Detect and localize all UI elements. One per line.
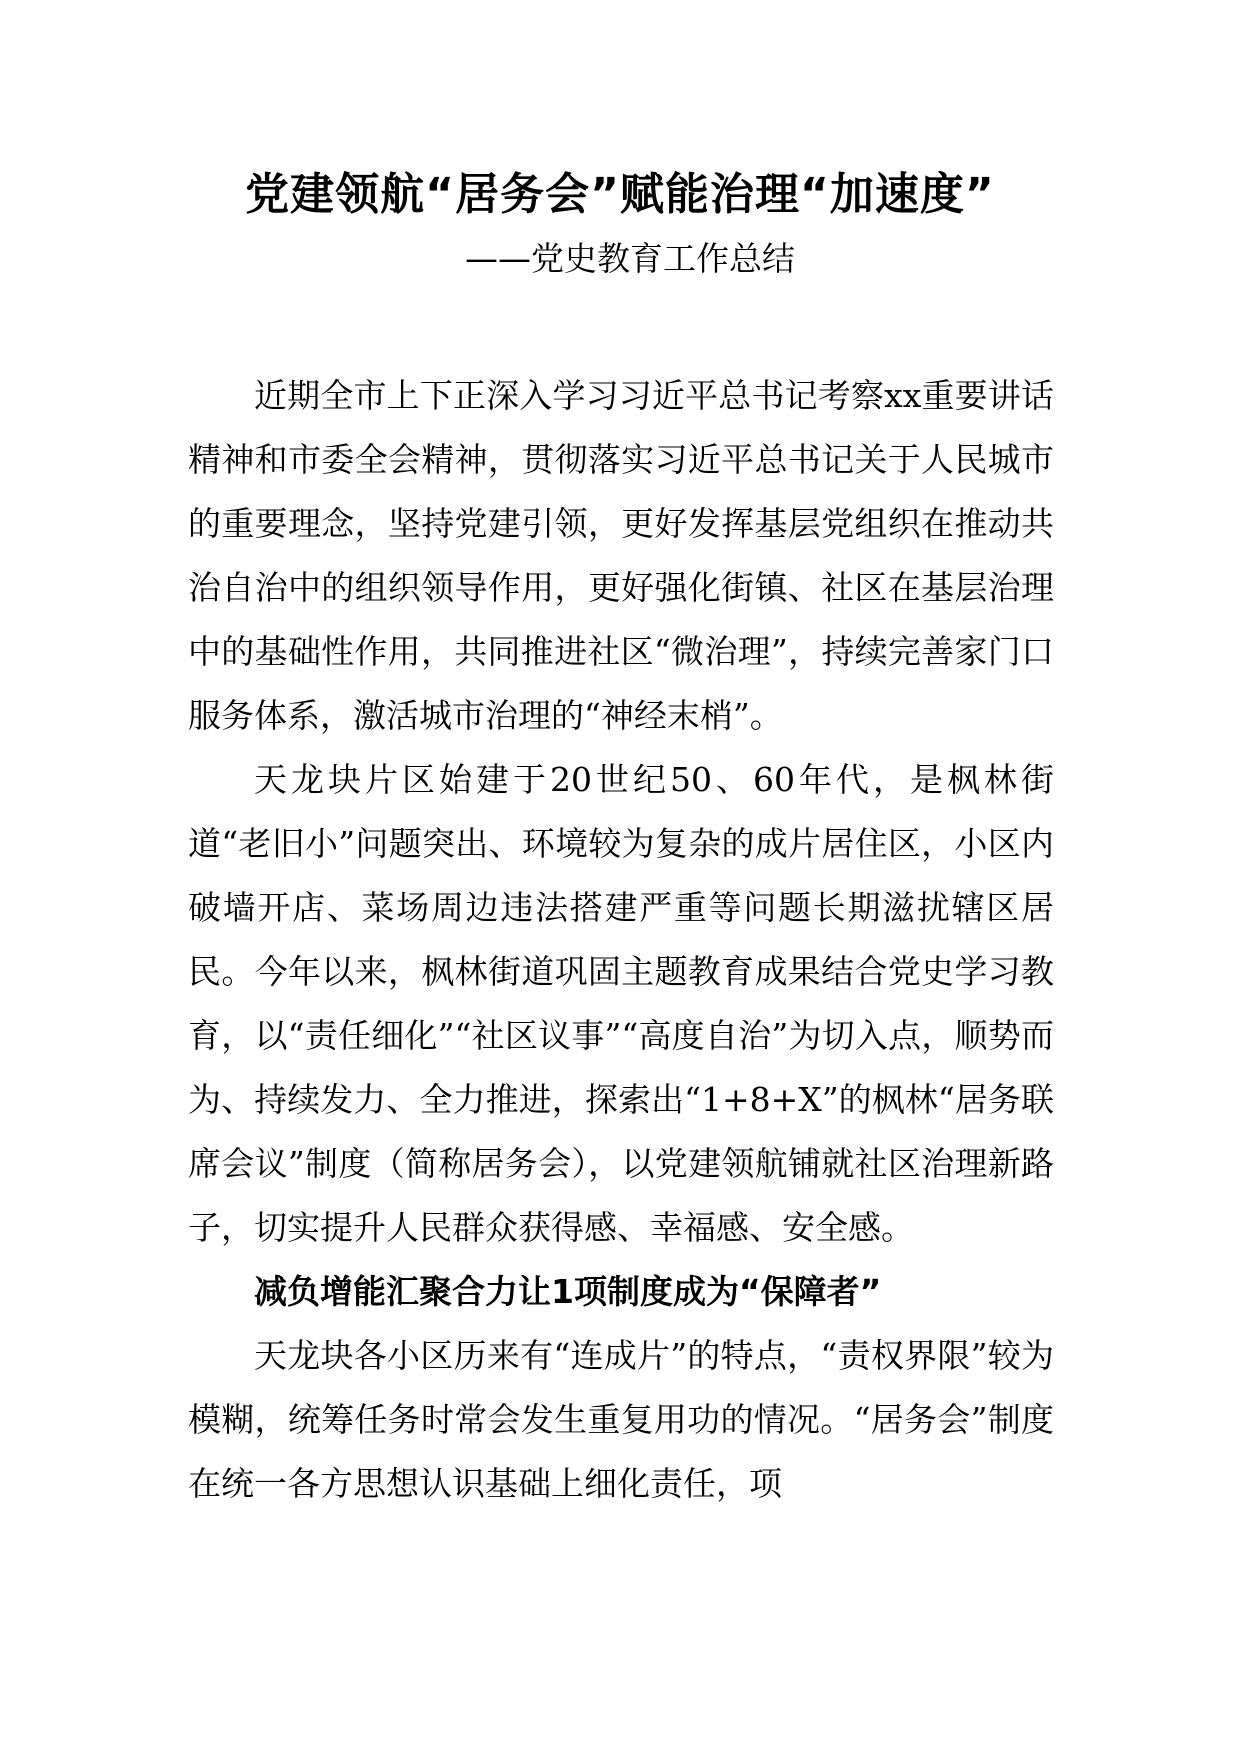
section-heading: 减负增能汇聚合力让1项制度成为“保障者” (254, 1272, 882, 1311)
body-paragraph-1: 近期全市上下正深入学习习近平总书记考察xx重要讲话精神和市委全会精神，贯彻落实习近平总书记关于人民城市的重要理念，坚持党建引领，更好发挥基层党组织在推动共治自治中的组织领导作用，更好强化街镇、社区在基层治理中的基础性作用，共同推进社区“微治理”，持续完善家门口服务体系，激活城市治理的“神经末梢”。 (188, 376, 1054, 735)
document-subtitle: ——党史教育工作总结 (465, 239, 795, 278)
section-paragraph: 天龙块各小区历来有“连成片”的特点，“责权界限”较为模糊，统筹任务时常会发生重复用功的情况。“居务会”制度在统一各方思想认识基础上细化责任，项 (188, 1336, 1054, 1503)
document-title: 党建领航“居务会”赋能治理“加速度” (245, 169, 995, 220)
document-body (188, 364, 1054, 1516)
body-paragraph-2: 天龙块片区始建于20世纪50、60年代，是枫林街道“老旧小”问题突出、环境较为复杂的成片居住区，小区内破墙开店、菜场周边违法搭建严重等问题长期滋扰辖区居民。今年以来，枫林街道巩固主题教育成果结合党史学习教育，以“责任细化”“社区议事”“高度自治”为切入点，顺势而为、持续发力、全力推进，探索出“1+8+X”的枫林“居务联席会议”制度（简称居务会），以党建领航铺就社区治理新路子，切实提升人民群众获得感、幸福感、安全感。 (188, 760, 1054, 1247)
